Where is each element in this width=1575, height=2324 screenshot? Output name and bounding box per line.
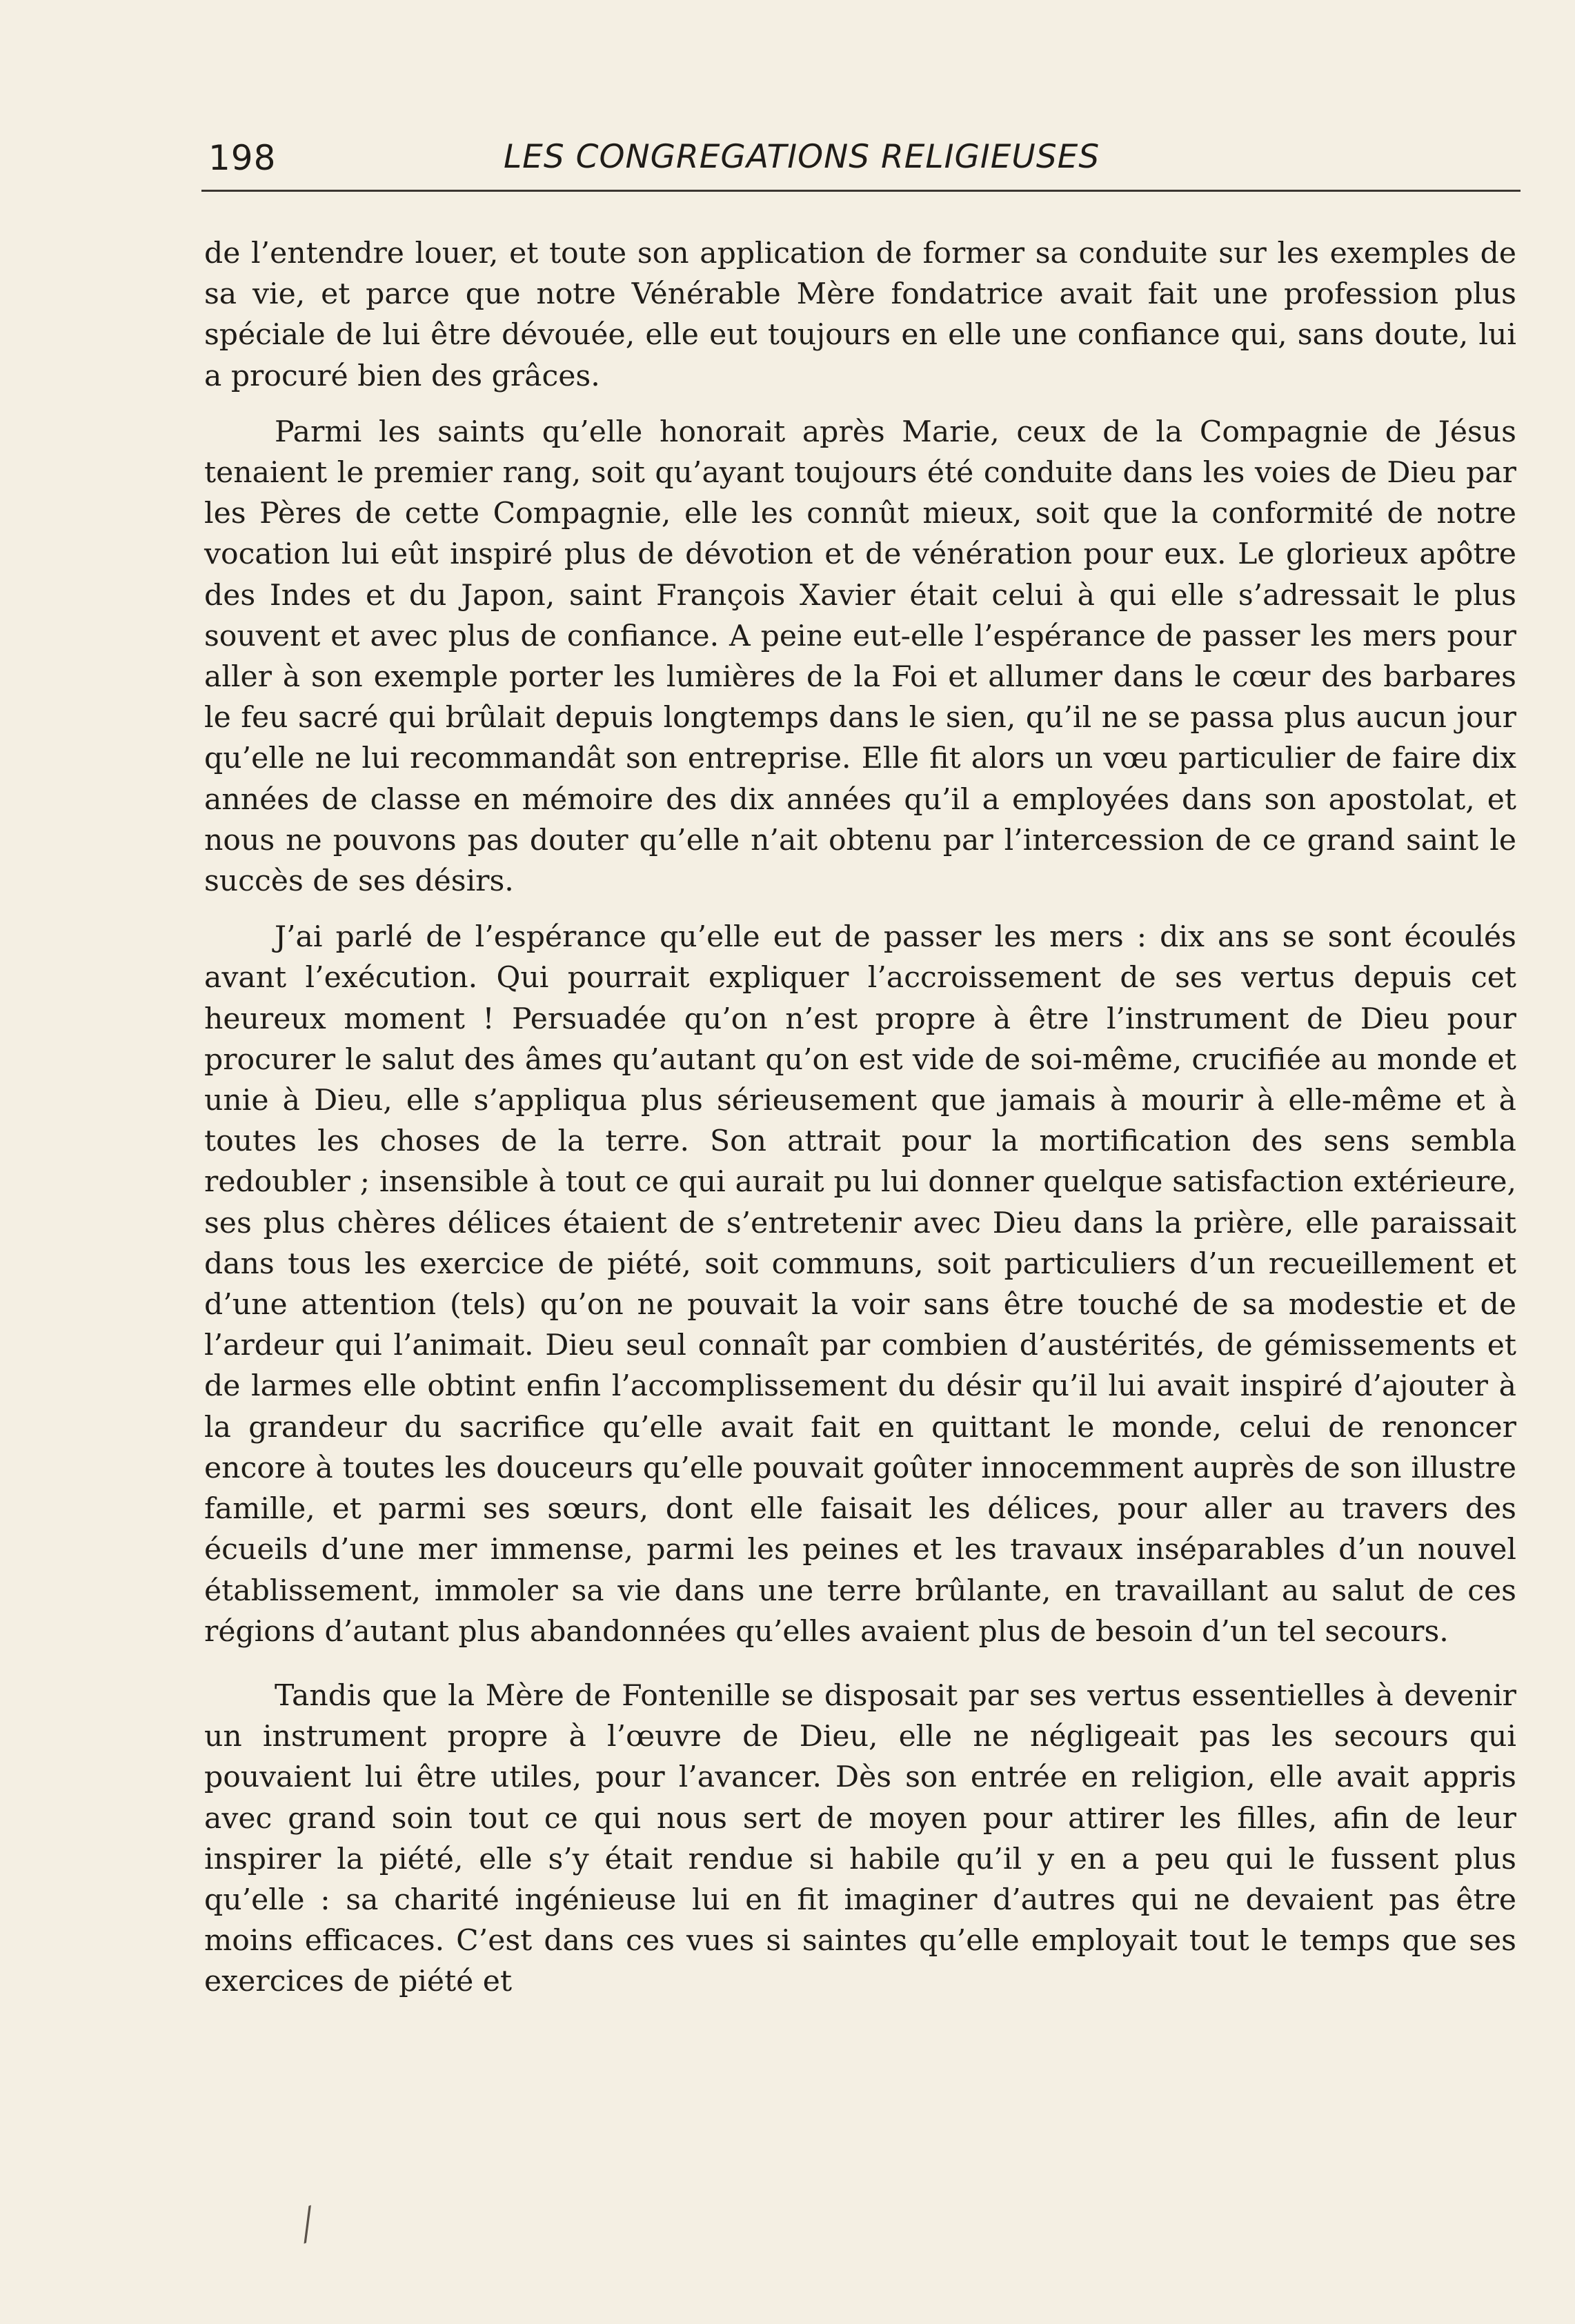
body-text xyxy=(204,233,1516,2003)
running-title: LES CONGREGATIONS RELIGIEUSES xyxy=(504,138,1100,176)
paragraph-departure: J’ai parlé de l’espérance qu’elle eut de passer les mers : dix ans se sont écoulés avant l’exécution. Qui pourrait expliquer l’accroissement de ses vertus depuis cet heureux moment ! Persuadée qu’on n’est propre à être l’instrument de Dieu pour procurer le salut des âmes qu’autant qu’on est vide de soi-même, crucifiée au monde et unie à Dieu, elle s’appliqua plus sérieusement que jamais à mourir à elle-même et à toutes les choses de la terre. Son attrait pour la mortification des sens sembla redoubler ; insensible à tout ce qui aurait pu lui donner quelque satisfaction extérieure, ses plus chères délices étaient de s’entretenir avec Dieu dans la prière, elle paraissait dans tous les exercice de piété, soit communs, soit particuliers d’un recueillement et d’une attention (tels) qu’on ne pouvait la voir sans être touché de sa modestie et de l’ardeur qui l’animait. Dieu seul connaît par combien d’austérités, de gémissements et de larmes elle obtint enfin l’accomplissement du désir qu’il lui avait inspiré d’ajouter à la grandeur du sacrifice qu’elle avait fait en quittant le monde, celui de renoncer encore à toutes les douceurs qu’elle pouvait goûter innocemment auprès de son illustre famille, et parmi ses sœurs, dont elle faisait les délices, pour aller au travers des écueils d’une mer immense, parmi les peines et les travaux inséparables d’un nouvel établissement, immoler sa vie dans une terre brûlante, en travaillant au salut de ces régions d’autant plus abandonnées qu’elles avaient plus de besoin d’un tel secours. xyxy=(204,920,1516,1649)
paragraph-continuation: de l’entendre louer, et toute son application de former sa conduite sur les exemples de sa vie, et parce que notre Vénérable Mère fondatrice avait fait une profession plus spéciale de lui être dévouée, elle eut toujours en elle une confiance qui, sans doute, lui a procuré bien des grâces. xyxy=(204,237,1516,393)
pen-mark-icon: ╱ xyxy=(293,2205,321,2243)
page-header xyxy=(201,132,1523,188)
page-number: 198 xyxy=(208,138,277,178)
paragraph-preparation: Tandis que la Mère de Fontenille se disposait par ses vertus essentielles à devenir un instrument propre à l’œuvre de Dieu, elle ne négligeait pas les secours qui pouvaient lui être utiles, pour l’avancer. Dès son entrée en religion, elle avait appris avec grand soin tout ce qui nous sert de moyen pour attirer les filles, afin de leur inspirer la piété, elle s’y était rendue si habile qu’il y en a peu qui le fussent plus qu’elle : sa charité ingénieuse lui en fit imaginer d’autres qui ne devaient pas être moins efficaces. C’est dans ces vues si saintes qu’elle employait tout le temps que ses exercices de piété et xyxy=(204,1678,1516,1999)
header-rule xyxy=(201,190,1520,192)
paragraph-saints: Parmi les saints qu’elle honorait après Marie, ceux de la Compagnie de Jésus tenaient le premier rang, soit qu’ayant toujours été conduite dans les voies de Dieu par les Pères de cette Compagnie, elle les connût mieux, soit que la conformité de notre vocation lui eût inspiré plus de dévotion et de vénération pour eux. Le glorieux apôtre des Indes et du Japon, saint François Xavier était celui à qui elle s’adressait le plus souvent et avec plus de confiance. A peine eut-elle l’espérance de passer les mers pour aller à son exemple porter les lumières de la Foi et allumer dans le cœur des barbares le feu sacré qui brûlait depuis longtemps dans le sien, qu’il ne se passa plus aucun jour qu’elle ne lui recommandât son entreprise. Elle fit alors un vœu particulier de faire dix années de classe en mémoire des dix années qu’il a employées dans son apostolat, et nous ne pouvons pas douter qu’elle n’ait obtenu par l’intercession de ce grand saint le succès de ses désirs. xyxy=(204,415,1516,899)
